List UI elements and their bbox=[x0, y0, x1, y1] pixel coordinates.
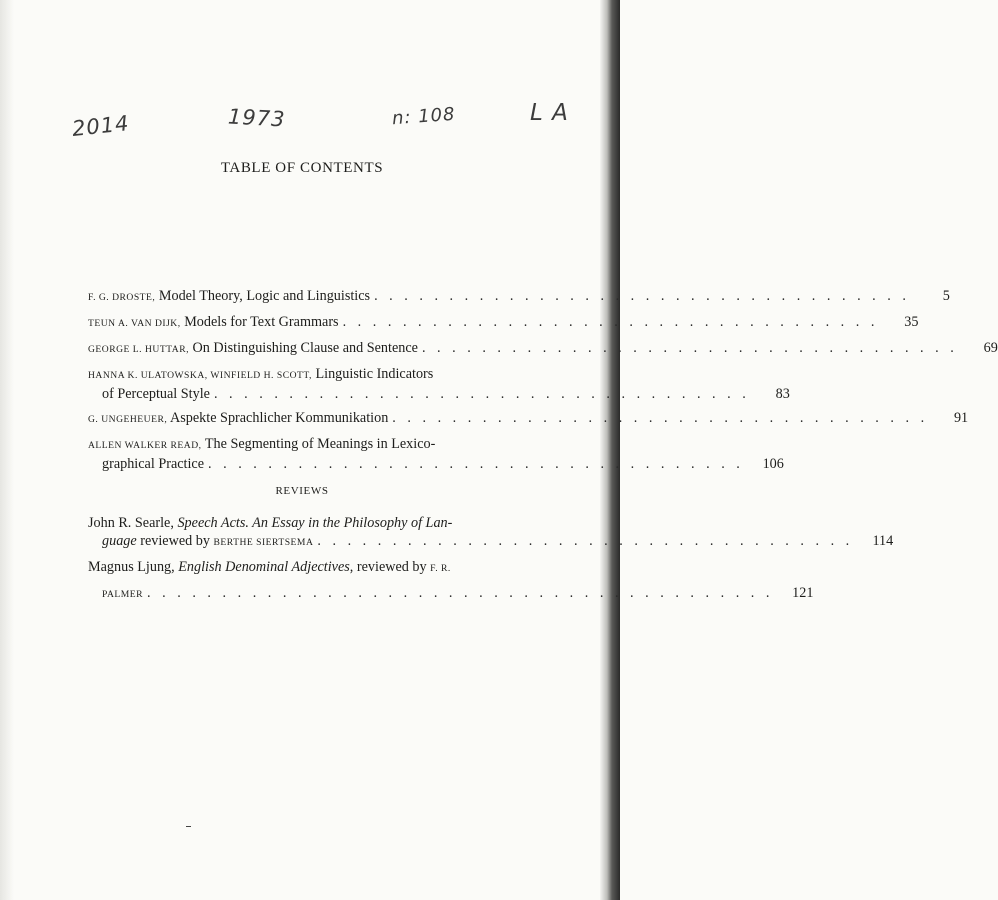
entry-page: 106 bbox=[762, 456, 784, 472]
entry-author: ALLEN WALKER READ, bbox=[88, 440, 202, 451]
dot-leader: . . . . . . . . . . . . . . . . . . . . . . . . . . . . . . . . . . . . bbox=[392, 410, 929, 426]
entry-title: Linguistic Indicators bbox=[311, 366, 434, 382]
entry-title: The Segmenting of Meanings in Lexico- bbox=[201, 436, 436, 452]
handwritten-note-3: n: 108 bbox=[391, 103, 457, 130]
entry-title: Aspekte Sprachlicher Kommunikation bbox=[167, 410, 389, 426]
review-page: 114 bbox=[872, 533, 894, 549]
page-gutter-shadow bbox=[0, 0, 14, 900]
entry-page: 83 bbox=[775, 386, 790, 402]
entry-title: Models for Text Grammars bbox=[180, 314, 339, 330]
entry-page: 91 bbox=[953, 410, 969, 426]
reviews-list bbox=[88, 514, 894, 610]
toc-entry[interactable] bbox=[88, 313, 919, 333]
toc-entry[interactable] bbox=[88, 339, 998, 359]
contents-list bbox=[88, 287, 998, 479]
toc-entry[interactable] bbox=[88, 287, 950, 307]
dot-leader: . . . . . . . . . . . . . . . . . . . . . . . . . . . . . . . . . . . . . . . . . . bbox=[147, 585, 774, 601]
toc-entry[interactable] bbox=[88, 365, 790, 403]
toc-entry[interactable] bbox=[88, 409, 969, 429]
review-entry[interactable] bbox=[88, 558, 814, 604]
page-edge-shadow bbox=[600, 0, 620, 900]
entry-title-continued: of Perceptual Style bbox=[102, 386, 210, 402]
entry-page: 69 bbox=[983, 340, 998, 356]
reviews-heading: REVIEWS bbox=[275, 485, 329, 497]
entry-author: HANNA K. ULATOWSKA, WINFIELD H. SCOTT, bbox=[88, 370, 312, 381]
reviewer-name: PALMER bbox=[102, 589, 144, 600]
entry-page: 5 bbox=[942, 288, 950, 304]
review-work: Speech Acts. An Essay in the Philosophy of Lan- bbox=[177, 515, 453, 531]
dot-leader: . . . . . . . . . . . . . . . . . . . . . . . . . . . . . . . . . . . . bbox=[213, 386, 750, 402]
entry-author: F. G. DROSTE, bbox=[88, 292, 156, 303]
review-author: Magnus Ljung, bbox=[88, 559, 179, 575]
entry-author: TEUN A. VAN DIJK, bbox=[88, 318, 181, 329]
entry-title: Model Theory, Logic and Linguistics bbox=[155, 288, 371, 304]
reviewed-by-text: , reviewed by bbox=[349, 559, 431, 575]
toc-entry[interactable] bbox=[88, 435, 784, 473]
review-work: English Denominal Adjectives bbox=[178, 559, 350, 575]
review-work-continued: guage bbox=[102, 533, 137, 549]
dot-leader: . . . . . . . . . . . . . . . . . . . . . . . . . . . . . . . . . . . . bbox=[374, 288, 910, 304]
handwritten-note-1: 2014 bbox=[70, 111, 131, 141]
entry-page: 35 bbox=[904, 314, 919, 330]
stray-mark bbox=[186, 826, 191, 827]
dot-leader: . . . . . . . . . . . . . . . . . . . . . . . . . . . . . . . . . . . . bbox=[342, 314, 879, 330]
reviewer-name: BERTHE SIERTSEMA bbox=[213, 537, 314, 548]
reviewer-initials: F. R. bbox=[430, 563, 451, 574]
dot-leader: . . . . . . . . . . . . . . . . . . . . . . . . . . . . . . . . . . . . bbox=[208, 456, 744, 472]
review-entry[interactable] bbox=[88, 514, 894, 552]
dot-leader: . . . . . . . . . . . . . . . . . . . . . . . . . . . . . . . . . . . . bbox=[421, 340, 958, 356]
entry-author: GEORGE L. HUTTAR, bbox=[88, 344, 189, 355]
handwritten-note-4: L A bbox=[530, 100, 569, 126]
page-title: TABLE OF CONTENTS bbox=[220, 160, 384, 176]
entry-author: G. UNGEHEUER, bbox=[88, 414, 168, 425]
dot-leader: . . . . . . . . . . . . . . . . . . . . . . . . . . . . . . . . . . . . bbox=[317, 533, 854, 549]
review-author: John R. Searle, bbox=[88, 515, 178, 531]
entry-title: On Distinguishing Clause and Sentence bbox=[189, 340, 418, 356]
entry-title-continued: graphical Practice bbox=[102, 456, 205, 472]
review-page: 121 bbox=[792, 585, 814, 601]
handwritten-note-2: 1973 bbox=[227, 104, 287, 132]
reviewed-by-text: reviewed by bbox=[136, 533, 214, 549]
